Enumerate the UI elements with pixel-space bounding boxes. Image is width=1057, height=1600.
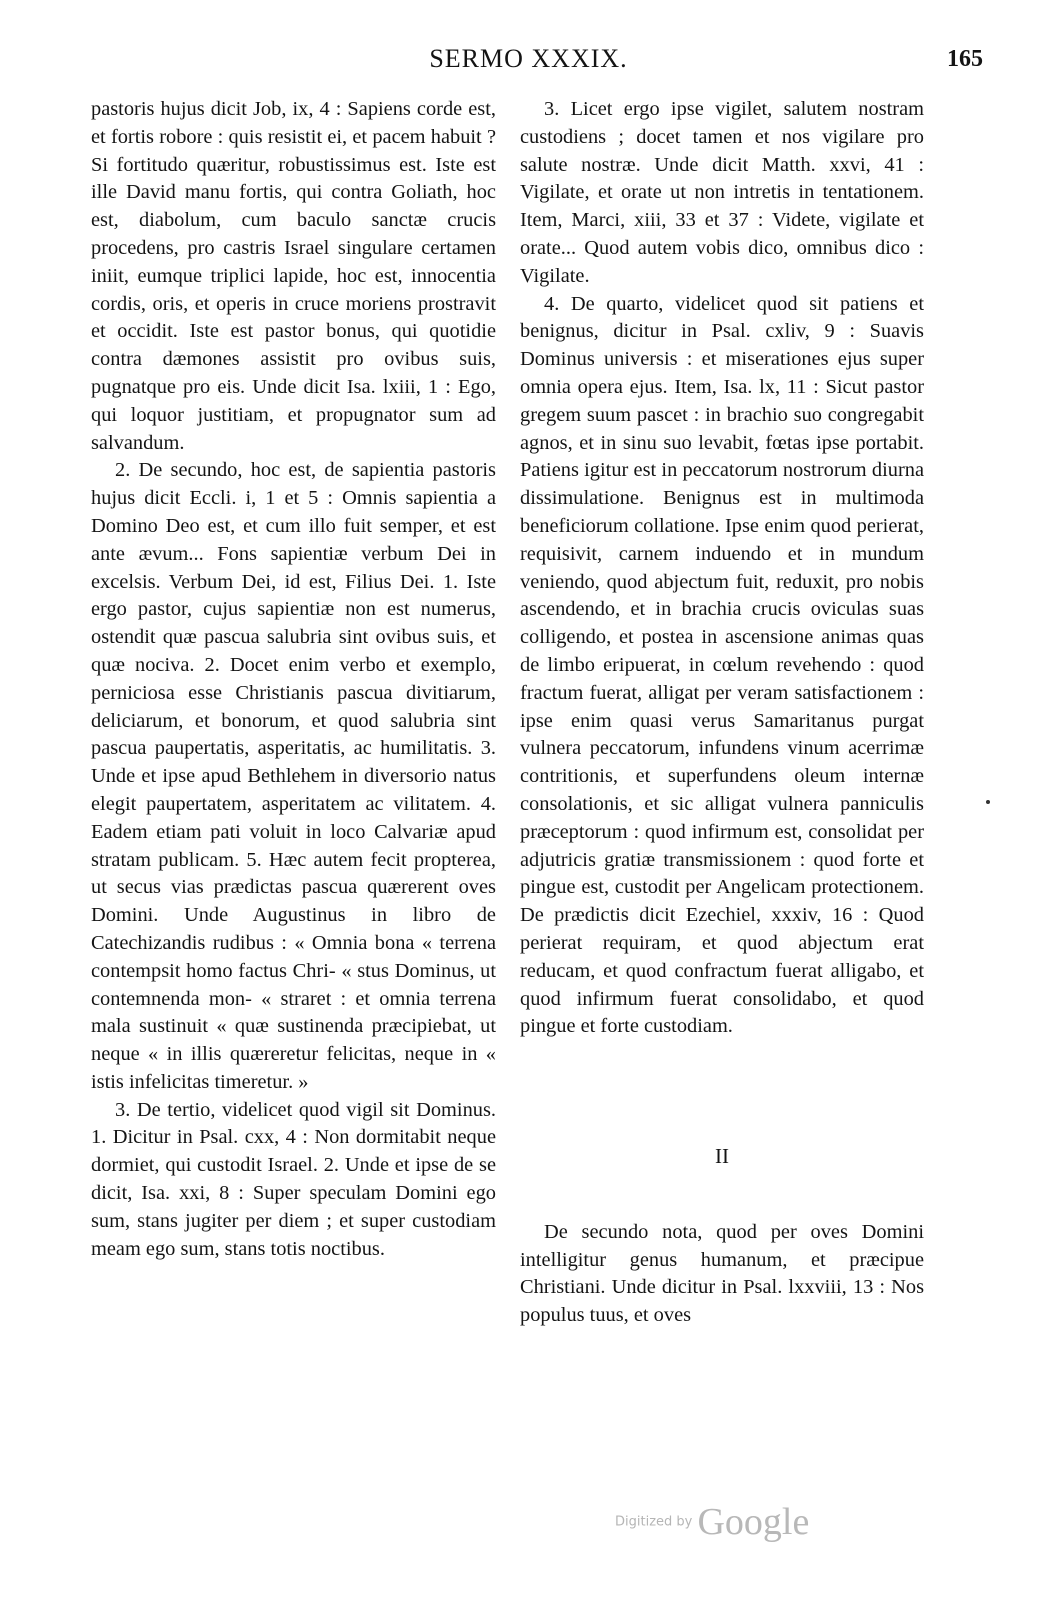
google-logo: Google (697, 1501, 810, 1543)
paragraph: 4. De quarto, videlicet quod sit patiens et benignus, dicitur in Psal. cxliv, 9 : Suavis Dominus universis : et miserationes ejus super omnia opera ejus. Item, Isa. lx, 11 : Sicut pastor gregem suum pascet : in brachio suo congregabit agnos, et in sinu suo levabit, fœtas ipse portabit. Patiens igitur est in peccatorum nostrorum diurna dissimulatione. Benignus est in multimoda beneficiorum collatione. Ipse enim quod perierat, requisivit, carnem induendo et in mundum veniendo, quod abjectum fuit, reduxit, pro nobis ascendendo, et in brachia crucis oviculas suas colligendo, et postea in ascensione animas quas de limbo eripuerat, in cœlum revehendo : quod fractum fuerat, alligat per veram satisfactionem : ipse enim quasi verus Samaritanus purgat vulnera peccatorum, infundens vinum acerrimæ contritionis, et superfundens oleum internæ consolationis, et sic alligat vulnera panniculis præceptorum : quod infirmum est, consolidat per adjutricis gratiæ transmissionem : quod forte et pingue est, custodit per Angelicam protectionem. De prædictis dicit Ezechiel, xxxiv, 16 : Quod perierat requiram, et quod abjectum erat reducam, et quod confractum fuerat alligabo, et quod infirmum fuerat consolidabo, et quod pingue et forte custodiam. (520, 292, 924, 1038)
paragraph: 2. De secundo, hoc est, de sapientia pastoris hujus dicit Eccli. i, 1 et 5 : Omnis sapientia a Domino Deo est, et cum illo fuit semper, et est ante ævum... Fons sapientiæ verbum Dei in excelsis. Verbum Dei, id est, Filius Dei. 1. Iste ergo pastor, cujus sapientiæ non est numerus, ostendit quæ pascua salubria sint ovibus suis, et quæ nociva. 2. Docet enim verbo et exemplo, perniciosa esse Christianis pascua divitiarum, deliciarum, et bonorum, et quod salubria sint pascua paupertatis, asperitatis, ac humilitatis. 3. Unde et ipse apud Bethlehem in diversorio natus elegit paupertatem, asperitatem ac vilitatem. 4. Eadem etiam pati voluit in loco Calvariæ apud stratam publicam. 5. Hæc autem fecit propterea, ut secus vias prædictas pascua quærerent oves Domini. Unde Augustinus in libro de Catechizandis rudibus : « Omnia bona « terrena contempsit homo factus Chri- « stus Dominus, ut contemnenda mon- « straret : et omnia terrena mala sustinuit « quæ sustinenda præcipiebat, ut neque « in illis quæreretur felicitas, neque in « istis infelicitas timeretur. » (91, 459, 496, 1093)
section-heading: II (715, 1144, 729, 1169)
paragraph: 3. Licet ergo ipse vigilet, salutem nostram custodiens ; docet tamen et nos vigilare pro salute nostræ. Unde dicit Matth. xxvi, 41 : Vigilate, et orate ut non intretis in tentationem. Item, Marci, xiii, 33 et 37 : Videte, vigilate et orate... Quod autem vobis dico, omnibus dico : Vigilate. (520, 98, 924, 287)
stray-mark (986, 800, 990, 804)
paragraph: De secundo nota, quod per oves Domini intelligitur genus humanum, et præcipue Christiani. Unde dicitur in Psal. lxxviii, 13 : Nos populus tuus, et oves (520, 1220, 924, 1327)
right-column (520, 96, 924, 1330)
paragraph: 3. De tertio, videlicet quod vigil sit Dominus. 1. Dicitur in Psal. cxx, 4 : Non dormitabit neque dormiet, qui custodit Israel. 2. Unde et ipse de se dicit, Isa. xxi, 8 : Super speculam Domini ego sum, stans jugiter per diem ; et super custodiam meam ego sum, stans totis noctibus. (91, 1098, 496, 1260)
digitization-watermark (615, 1500, 809, 1544)
paragraph: pastoris hujus dicit Job, ix, 4 : Sapiens corde est, et fortis robore : quis resistit ei, et pacem habuit ? Si fortitudo quæritur, robustissimus est. Iste est ille David manu fortis, qui contra Goliath, hoc est, diabolum, cum baculo sanctæ crucis procedens, pro castris Israel singulare certamen iniit, eumque triplici lapide, hoc est, innocentia cordis, oris, et operis in cruce moriens prostravit et occidit. Iste est pastor bonus, qui quotidie contra dæmones assistit pro ovibus suis, pugnatque pro eis. Unde dicit Isa. lxiii, 1 : Ego, qui loquor justitiam, et propugnator sum ad salvandum. (91, 98, 496, 454)
digitized-by-text: Digitized by (615, 1514, 693, 1530)
running-header-title: SERMO XXXIX. (429, 44, 628, 73)
page-number: 165 (947, 46, 983, 72)
left-column (91, 96, 496, 1263)
